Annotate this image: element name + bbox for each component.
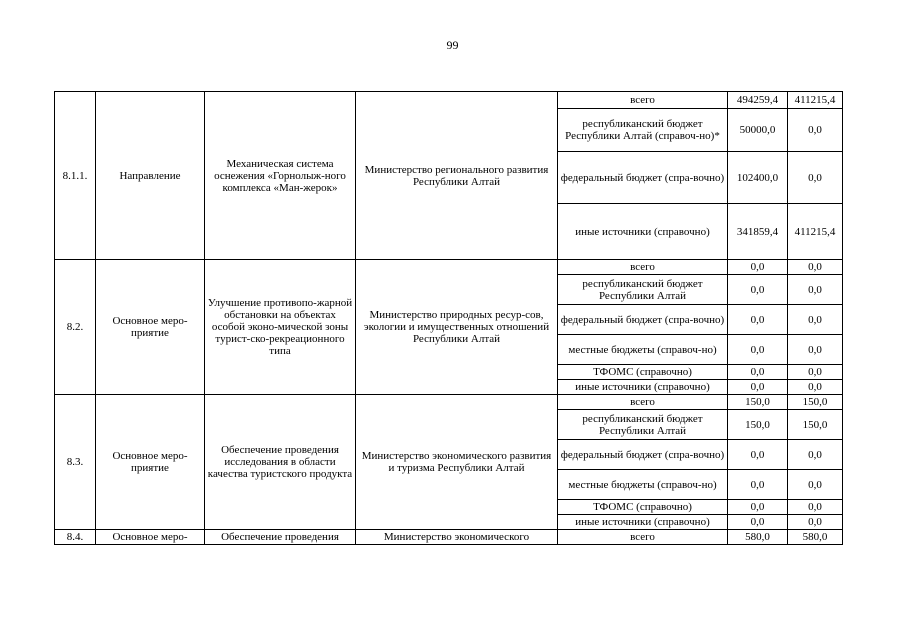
row-type: Основное меро-приятие [96, 260, 205, 395]
table-row [55, 92, 843, 109]
value-2: 411215,4 [788, 204, 843, 260]
row-type: Основное меро-приятие [96, 395, 205, 530]
row-code: 8.1.1. [55, 92, 96, 260]
value-2: 0,0 [788, 260, 843, 275]
value-1: 0,0 [728, 380, 788, 395]
value-2: 0,0 [788, 440, 843, 470]
value-1: 0,0 [728, 440, 788, 470]
source-label: федеральный бюджет (спра-вочно) [558, 440, 728, 470]
value-2: 580,0 [788, 530, 843, 545]
row-code: 8.2. [55, 260, 96, 395]
source-label: ТФОМС (справочно) [558, 365, 728, 380]
row-executor: Министерство экономического развития и туризма Республики Алтай [356, 395, 558, 530]
value-1: 0,0 [728, 275, 788, 305]
value-2: 0,0 [788, 109, 843, 152]
source-label: федеральный бюджет (спра-вочно) [558, 305, 728, 335]
row-code: 8.3. [55, 395, 96, 530]
row-executor: Министерство экономического [356, 530, 558, 545]
value-2: 0,0 [788, 275, 843, 305]
row-type: Направление [96, 92, 205, 260]
value-1: 0,0 [728, 260, 788, 275]
value-1: 150,0 [728, 395, 788, 410]
value-1: 102400,0 [728, 152, 788, 204]
table-row [55, 260, 843, 275]
source-label: иные источники (справочно) [558, 204, 728, 260]
value-2: 0,0 [788, 365, 843, 380]
budget-table [54, 91, 843, 545]
source-label: местные бюджеты (справоч-но) [558, 470, 728, 500]
source-label: ТФОМС (справочно) [558, 500, 728, 515]
value-1: 494259,4 [728, 92, 788, 109]
source-label: иные источники (справочно) [558, 380, 728, 395]
table-row [55, 395, 843, 410]
value-2: 0,0 [788, 152, 843, 204]
source-label: республиканский бюджет Республики Алтай [558, 275, 728, 305]
value-1: 580,0 [728, 530, 788, 545]
row-type: Основное меро- [96, 530, 205, 545]
row-name: Обеспечение проведения [205, 530, 356, 545]
source-label: республиканский бюджет Республики Алтай [558, 410, 728, 440]
row-name: Улучшение противопо-жарной обстановки на объектах особой эконо-мической зоны турист-ско-рекреационного типа [205, 260, 356, 395]
source-label: местные бюджеты (справоч-но) [558, 335, 728, 365]
row-code: 8.4. [55, 530, 96, 545]
source-label: всего [558, 92, 728, 109]
source-label: федеральный бюджет (спра-вочно) [558, 152, 728, 204]
value-2: 411215,4 [788, 92, 843, 109]
value-2: 0,0 [788, 500, 843, 515]
source-label: иные источники (справочно) [558, 515, 728, 530]
row-name: Механическая система оснежения «Горнолыж-ного комплекса «Ман-жерок» [205, 92, 356, 260]
value-1: 0,0 [728, 335, 788, 365]
value-2: 0,0 [788, 380, 843, 395]
table-row [55, 530, 843, 545]
value-1: 341859,4 [728, 204, 788, 260]
source-label: республиканский бюджет Республики Алтай (справоч-но)* [558, 109, 728, 152]
value-1: 0,0 [728, 500, 788, 515]
source-label: всего [558, 530, 728, 545]
source-label: всего [558, 395, 728, 410]
value-2: 0,0 [788, 470, 843, 500]
page-number: 99 [446, 38, 459, 52]
value-2: 150,0 [788, 395, 843, 410]
value-1: 150,0 [728, 410, 788, 440]
value-1: 0,0 [728, 515, 788, 530]
row-executor: Министерство регионального развития Республики Алтай [356, 92, 558, 260]
value-1: 0,0 [728, 470, 788, 500]
value-1: 0,0 [728, 305, 788, 335]
value-1: 50000,0 [728, 109, 788, 152]
value-1: 0,0 [728, 365, 788, 380]
row-executor: Министерство природных ресур-сов, экологии и имущественных отношений Республики Алтай [356, 260, 558, 395]
value-2: 150,0 [788, 410, 843, 440]
row-name: Обеспечение проведения исследования в области качества туристского продукта [205, 395, 356, 530]
value-2: 0,0 [788, 335, 843, 365]
source-label: всего [558, 260, 728, 275]
value-2: 0,0 [788, 515, 843, 530]
value-2: 0,0 [788, 305, 843, 335]
